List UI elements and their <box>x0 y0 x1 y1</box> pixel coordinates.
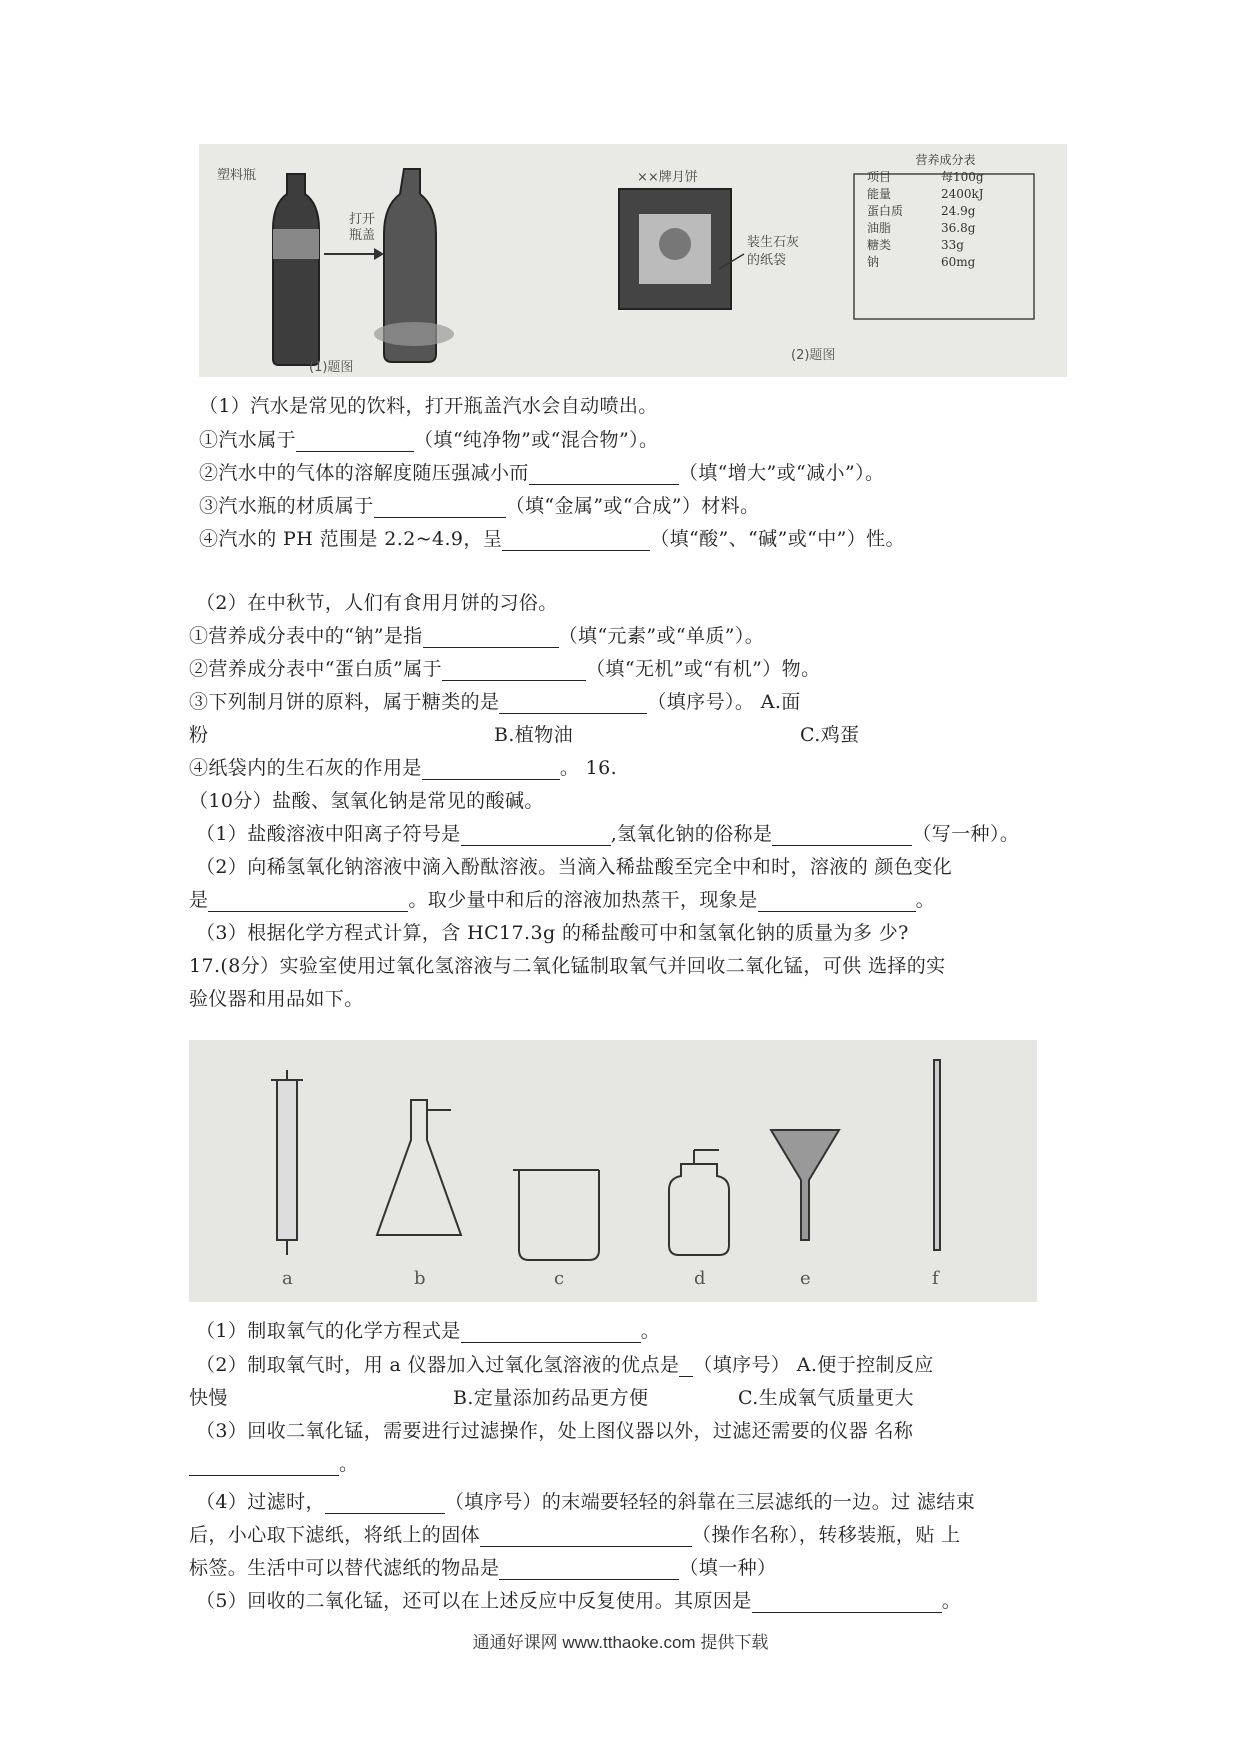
q17-d3-blank: 。 <box>189 1452 358 1476</box>
blank[interactable] <box>296 431 414 452</box>
figure-bottles-mooncake <box>199 144 1067 377</box>
mooncake-brand: ××牌月饼 <box>637 170 698 185</box>
apparatus-label: f <box>932 1268 939 1289</box>
apparatus-label: d <box>694 1268 706 1289</box>
q15-1-a4: ④汽水的 PH 范围是 2.2~4.9，呈 （填“酸”、“碱”或“中”）性。 <box>199 528 905 550</box>
blank[interactable] <box>442 660 586 681</box>
nutrition-item: 糖类 <box>867 238 892 252</box>
q16-c2-line2: 是 。取少量中和后的溶液加热蒸干，现象是 。 <box>189 889 936 911</box>
q17-d2: （2）制取氧气时，用 a 仪器加入过氧化氢溶液的优点是 （填序号） A.便于控制反应 <box>196 1354 934 1376</box>
blank[interactable] <box>325 1493 445 1514</box>
nutrition-item: 油脂 <box>867 221 892 235</box>
blank[interactable] <box>502 530 650 551</box>
apparatus-label: c <box>554 1268 565 1289</box>
nutrition-row <box>863 186 1031 203</box>
q17-d5: （5）回收的二氧化锰，还可以在上述反应中反复使用。其原因是 。 <box>196 1590 962 1612</box>
nutrition-item: 能量 <box>867 187 892 201</box>
q16-c3: （3）根据化学方程式计算，含 HC17.3g 的稀盐酸可中和氢氧化钠的质量为多 少? <box>196 922 909 944</box>
apparatus-label: a <box>282 1268 293 1289</box>
q15-2-b3: ③下列制月饼的原料，属于糖类的是 （填序号）。 A.面 <box>189 691 801 713</box>
footer: 通通好课网 www.tthaoke.com 提供下载 <box>472 1633 769 1652</box>
q16-c2-line1: （2）向稀氢氧化钠溶液中滴入酚酞溶液。当滴入稀盐酸至完全中和时，溶液的 颜色变化 <box>196 856 953 878</box>
nutrition-row <box>863 169 1031 186</box>
blank[interactable] <box>499 693 647 714</box>
nutrition-row <box>863 203 1031 220</box>
blank[interactable] <box>529 464 679 485</box>
nutrition-value: 2400kJ <box>941 187 984 201</box>
q15-1-a2: ②汽水中的气体的溶解度随压强减小而 （填“增大”或“减小”）。 <box>199 462 885 484</box>
nutrition-table <box>863 152 1031 271</box>
blank[interactable] <box>208 891 408 912</box>
q17-d4-line2: 后，小心取下滤纸，将纸上的固体 （操作名称），转移装瓶，贴 上 <box>189 1524 961 1546</box>
blank[interactable] <box>423 627 559 648</box>
blank[interactable] <box>461 825 611 846</box>
nutrition-value: 60mg <box>941 255 976 269</box>
q15-2-b4: ④纸袋内的生石灰的作用是 。 16. <box>189 757 618 779</box>
q17-d2-options: 快慢 <box>189 1387 228 1409</box>
blank[interactable] <box>461 1322 641 1343</box>
q15-1-a3: ③汽水瓶的材质属于 （填“金属”或“合成”）材料。 <box>199 495 760 517</box>
q15-2-stem: （2）在中秋节，人们有食用月饼的习俗。 <box>196 592 558 614</box>
blank[interactable] <box>422 759 560 780</box>
nutrition-row <box>863 220 1031 237</box>
q17-d4-line3: 标签。生活中可以替代滤纸的物品是 （填一种） <box>189 1557 777 1579</box>
label-open-cap: 打开 瓶盖 <box>349 212 376 243</box>
q15-1-stem: （1）汽水是常见的饮料，打开瓶盖汽水会自动喷出。 <box>199 395 658 417</box>
option-c: C.生成氧气质量更大 <box>738 1387 914 1409</box>
blank[interactable] <box>772 825 912 846</box>
q17-line1: 17.(8分）实验室使用过氧化氢溶液与二氧化锰制取氧气并回收二氧化锰，可供 选择的实 <box>189 955 946 977</box>
apparatus-drawing <box>189 1040 1037 1302</box>
nutrition-row <box>863 237 1031 254</box>
q15-1-a1: ①汽水属于 （填“纯净物”或“混合物”）。 <box>199 429 659 451</box>
nutrition-item: 钠 <box>867 255 880 269</box>
q15-2-b3-options: 粉 <box>189 724 209 746</box>
blank[interactable] <box>758 891 916 912</box>
figure-caption-1: (1)题图 <box>309 360 354 375</box>
q16-stem: （10分）盐酸、氢氧化钠是常见的酸碱。 <box>189 790 544 812</box>
nutrition-title: 营养成分表 <box>915 153 976 167</box>
blank[interactable] <box>679 1356 693 1377</box>
q17-d1: （1）制取氧气的化学方程式是 。 <box>196 1320 661 1342</box>
label-quicklime-bag: 装生石灰 的纸袋 <box>747 235 800 268</box>
figure-apparatus <box>189 1040 1037 1302</box>
figure-caption-2: (2)题图 <box>791 348 836 363</box>
label-plastic-bottle: 塑料瓶 <box>217 168 257 183</box>
q17-d4: （4）过滤时， （填序号）的末端要轻轻的斜靠在三层滤纸的一边。过 滤结束 <box>196 1491 976 1513</box>
q17-d3: （3）回收二氧化锰，需要进行过滤操作，处上图仪器以外，过滤还需要的仪器 名称 <box>196 1420 914 1442</box>
q16-c1: （1）盐酸溶液中阳离子符号是 ,氢氧化钠的俗称是 （写一种）。 <box>196 823 1020 845</box>
q15-2-b2: ②营养成分表中“蛋白质”属于 （填“无机”或“有机”）物。 <box>189 658 821 680</box>
blank[interactable] <box>752 1592 942 1613</box>
option-b: B.植物油 <box>494 724 574 746</box>
nutrition-value: 24.9g <box>941 204 976 218</box>
nutrition-item: 项目 <box>867 170 892 184</box>
blank[interactable] <box>480 1526 692 1547</box>
apparatus-label: e <box>800 1268 811 1289</box>
blank[interactable] <box>189 1455 339 1476</box>
nutrition-value: 每100g <box>941 170 984 184</box>
nutrition-value: 36.8g <box>941 221 976 235</box>
nutrition-row <box>863 254 1031 271</box>
nutrition-item: 蛋白质 <box>867 204 904 218</box>
apparatus-label: b <box>414 1268 426 1289</box>
option-b: B.定量添加药品更方便 <box>453 1387 649 1409</box>
blank[interactable] <box>499 1559 679 1580</box>
nutrition-value: 33g <box>941 238 964 252</box>
q17-line2: 验仪器和用品如下。 <box>189 988 364 1010</box>
option-c: C.鸡蛋 <box>800 724 860 746</box>
q15-2-b1: ①营养成分表中的“钠”是指 （填“元素”或“单质”）。 <box>189 625 765 647</box>
blank[interactable] <box>374 497 506 518</box>
